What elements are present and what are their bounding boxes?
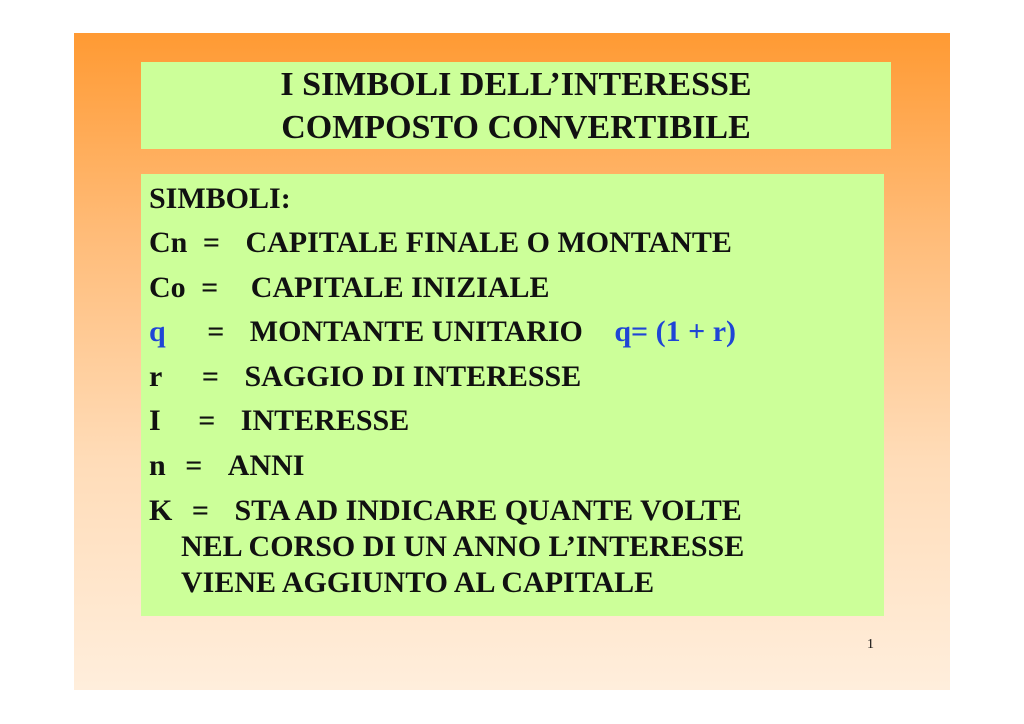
definition-co: CAPITALE INIZIALE	[250, 271, 550, 304]
title-line-2: COMPOSTO CONVERTIBILE	[281, 108, 751, 146]
symbol-row-r	[149, 360, 581, 394]
symbol-row-co	[149, 271, 549, 305]
definition-q: MONTANTE UNITARIO	[249, 315, 583, 348]
symbol-k: K	[149, 494, 173, 527]
symbol-row-cn	[149, 226, 732, 260]
equals-sign: =	[201, 360, 219, 393]
symbol-cn: Cn	[149, 226, 188, 259]
definition-cn: CAPITALE FINALE O MONTANTE	[245, 226, 732, 259]
symbol-row-i	[149, 404, 409, 438]
definition-r: SAGGIO DI INTERESSE	[244, 360, 582, 393]
page-number: 1	[867, 637, 874, 652]
equals-sign: =	[191, 494, 209, 527]
equals-sign: =	[201, 271, 219, 304]
symbol-q: q	[149, 315, 166, 348]
symbol-co: Co	[149, 271, 186, 304]
equals-sign: =	[202, 226, 220, 259]
symbol-n: n	[149, 449, 166, 482]
definition-k-continuation-1: NEL CORSO DI UN ANNO L’INTERESSE	[181, 530, 745, 563]
symbol-r: r	[149, 360, 163, 393]
equals-sign: =	[185, 449, 203, 482]
symbols-header: SIMBOLI:	[149, 182, 291, 215]
slide	[74, 33, 950, 690]
formula-q: q= (1 + r)	[614, 315, 737, 348]
symbols-box	[141, 174, 884, 616]
equals-sign: =	[207, 315, 225, 348]
definition-i: INTERESSE	[240, 404, 410, 437]
equals-sign: =	[198, 404, 216, 437]
symbol-i: I	[149, 404, 161, 437]
definition-k-continuation-2: VIENE AGGIUNTO AL CAPITALE	[181, 566, 655, 599]
definition-k: STA AD INDICARE QUANTE VOLTE	[234, 494, 742, 527]
title-line-1: I SIMBOLI DELL’INTERESSE	[280, 65, 752, 103]
symbol-row-q	[149, 315, 736, 349]
symbol-row-k	[149, 494, 742, 528]
symbol-row-n	[149, 449, 304, 483]
definition-n: ANNI	[227, 449, 305, 482]
title-box	[141, 62, 891, 149]
